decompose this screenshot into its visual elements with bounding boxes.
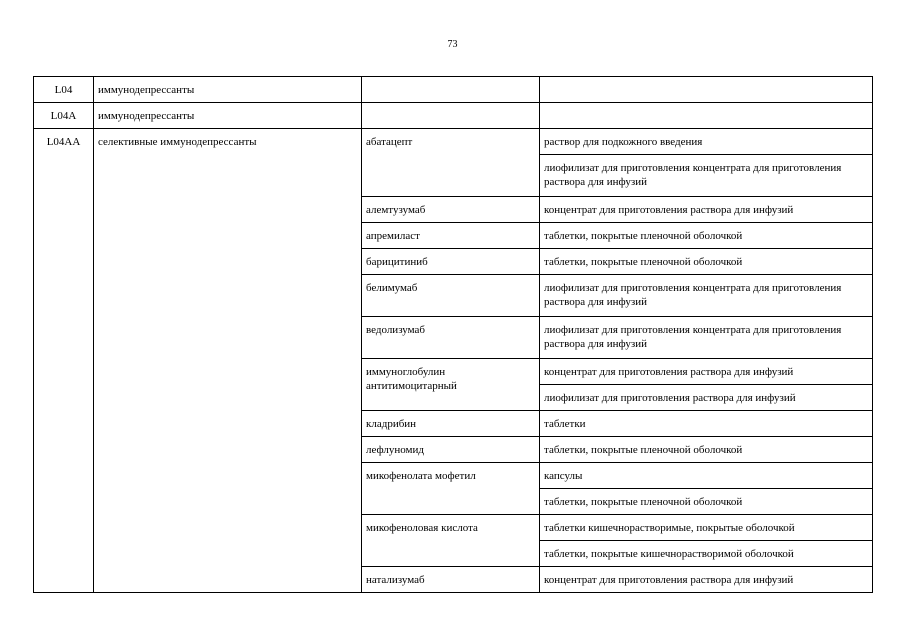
drug-name: микофеноловая кислота [362, 515, 540, 567]
dosage-form: лиофилизат для приготовления концентрата для приготовления раствора для инфузий [540, 275, 873, 317]
dosage-form: таблетки кишечнорастворимые, покрытые оболочкой [540, 515, 873, 541]
atc-group: иммунодепрессанты [94, 77, 362, 103]
drug-name: иммуноглобулин антитимоцитарный [362, 359, 540, 411]
atc-code: L04A [34, 103, 94, 129]
table-row [34, 129, 873, 155]
dosage-form: таблетки, покрытые пленочной оболочкой [540, 223, 873, 249]
dosage-form [540, 77, 873, 103]
drug-name [362, 77, 540, 103]
dosage-form: концентрат для приготовления раствора для инфузий [540, 197, 873, 223]
drug-name: белимумаб [362, 275, 540, 317]
dosage-form: лиофилизат для приготовления концентрата для приготовления раствора для инфузий [540, 317, 873, 359]
dosage-form: лиофилизат для приготовления раствора для инфузий [540, 385, 873, 411]
dosage-form [540, 103, 873, 129]
atc-group: селективные иммунодепрессанты [94, 129, 362, 593]
atc-group: иммунодепрессанты [94, 103, 362, 129]
page-number: 73 [447, 39, 458, 50]
dosage-form: таблетки [540, 411, 873, 437]
drug-name: ведолизумаб [362, 317, 540, 359]
drug-name [362, 103, 540, 129]
drug-name: кладрибин [362, 411, 540, 437]
dosage-form: таблетки, покрытые пленочной оболочкой [540, 249, 873, 275]
atc-code: L04AA [34, 129, 94, 593]
dosage-form: концентрат для приготовления раствора для инфузий [540, 567, 873, 593]
dosage-form: таблетки, покрытые кишечнорастворимой оболочкой [540, 541, 873, 567]
drug-name: барицитиниб [362, 249, 540, 275]
drug-name: натализумаб [362, 567, 540, 593]
drug-name: лефлуномид [362, 437, 540, 463]
drug-name: апремиласт [362, 223, 540, 249]
table-row [34, 77, 873, 103]
drug-table [33, 76, 873, 593]
drug-name: микофенолата мофетил [362, 463, 540, 515]
dosage-form: капсулы [540, 463, 873, 489]
dosage-form: таблетки, покрытые пленочной оболочкой [540, 437, 873, 463]
table-row [34, 103, 873, 129]
atc-code: L04 [34, 77, 94, 103]
drug-name: абатацепт [362, 129, 540, 197]
drug-name: алемтузумаб [362, 197, 540, 223]
dosage-form: раствор для подкожного введения [540, 129, 873, 155]
dosage-form: концентрат для приготовления раствора для инфузий [540, 359, 873, 385]
dosage-form: таблетки, покрытые пленочной оболочкой [540, 489, 873, 515]
dosage-form: лиофилизат для приготовления концентрата для приготовления раствора для инфузий [540, 155, 873, 197]
